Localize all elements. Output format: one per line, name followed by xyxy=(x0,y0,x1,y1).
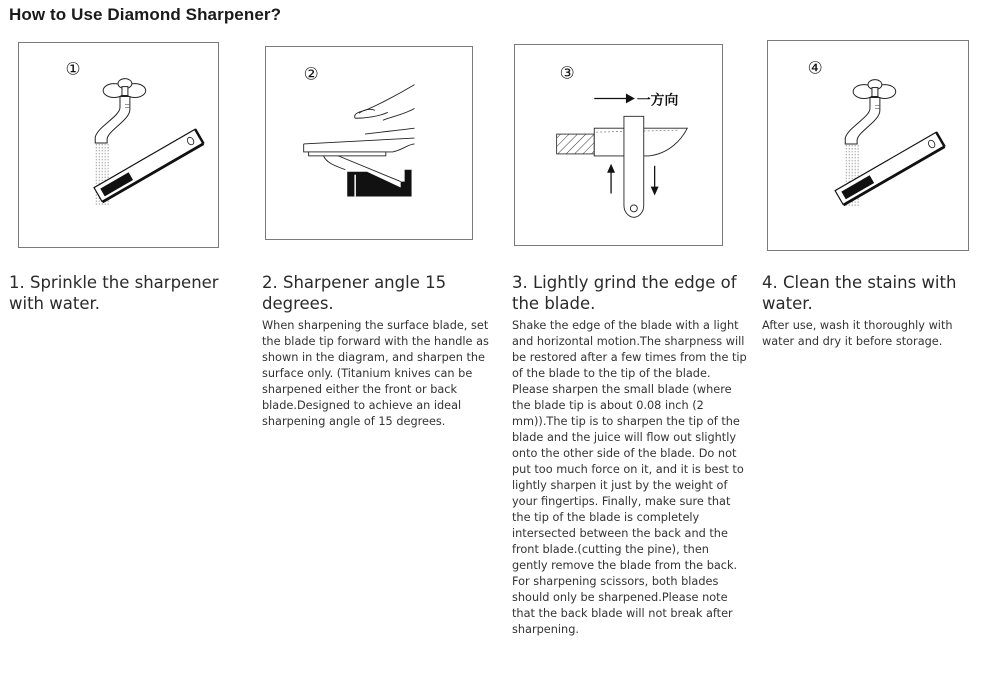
step-description: When sharpening the surface blade, set the blade tip forward with the handle as shown in the diagram, and sharpen the surface only. (Titanium knives can be sharpened either the front or back blade.Designed to achieve an ideal sharpening angle of 15 degrees. xyxy=(262,319,489,428)
knife-sharpening-motion-icon xyxy=(515,45,722,245)
step-description: After use, wash it thoroughly with water and dry it before storage. xyxy=(762,319,953,348)
step-2-text xyxy=(262,272,502,430)
direction-label: 一方向 xyxy=(636,92,679,109)
step-heading: 3. Lightly grind the edge of the blade. xyxy=(512,273,737,313)
faucet-sharpener-icon xyxy=(768,41,968,250)
step-2-illustration xyxy=(265,46,473,240)
step-description: Shake the edge of the blade with a light and horizontal motion.The sharpness will be restored after a few times from the tip of the blade to the tip of the blade. Please sharpen the small blade (where the blade tip is about 0.08 inch (2 mm)).The tip is to sharpen the tip of the blade and the juice will flow out slightly onto the other side of the blade. Do not put too much force on it, and it is best to lightly sharpen it just by the weight of your fingertips. Finally, make sure that the tip of the blade is completely intersected between the back and the front blade.(cutting the pine), then gently remove the blade from the back. For sharpening scissors, both blades should only be sharpened.Please note that the back blade will not break after sharpening. xyxy=(512,319,747,636)
faucet-sharpener-icon xyxy=(19,43,218,247)
step-heading: 4. Clean the stains with water. xyxy=(762,273,957,313)
step-3-text xyxy=(512,272,748,638)
step-1-illustration xyxy=(18,42,219,248)
step-number-badge: ② xyxy=(303,63,319,84)
finger-angle-guide-icon xyxy=(266,47,472,239)
step-heading: 1. Sprinkle the sharpener with water. xyxy=(9,273,219,313)
step-1-text xyxy=(9,272,249,314)
step-4-illustration xyxy=(767,40,969,251)
page-title: How to Use Diamond Sharpener? xyxy=(9,5,282,24)
step-number-badge: ③ xyxy=(559,62,575,83)
step-3-illustration xyxy=(514,44,723,246)
step-heading: 2. Sharpener angle 15 degrees. xyxy=(262,273,447,313)
step-4-text xyxy=(762,272,984,350)
step-number-badge: ① xyxy=(65,58,81,79)
step-number-badge: ④ xyxy=(807,57,823,78)
